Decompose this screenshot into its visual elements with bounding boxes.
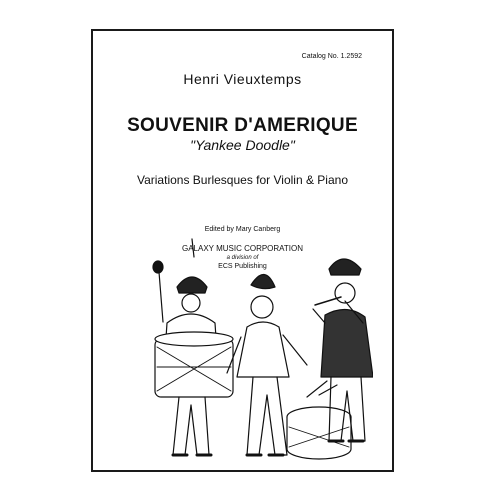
catalog-number: Catalog No. 1.2592: [301, 53, 362, 60]
piece-description: Variations Burlesques for Violin & Piano: [136, 173, 348, 187]
spirit-of-76-illustration: [119, 227, 373, 475]
piece-title: SOUVENIR D'AMERIQUE: [127, 115, 358, 136]
composer-name: Henri Vieuxtemps: [183, 71, 302, 87]
left-drummer-figure: [153, 239, 233, 455]
parent-publisher: ECS Publishing: [218, 263, 267, 270]
piece-subtitle: "Yankee Doodle": [190, 137, 295, 153]
division-note: a division of: [226, 255, 259, 261]
editor-credit: Edited by Mary Canberg: [204, 226, 281, 233]
sheet-music-cover: [91, 29, 394, 472]
publisher-name: GALAXY MUSIC CORPORATION: [181, 244, 304, 253]
